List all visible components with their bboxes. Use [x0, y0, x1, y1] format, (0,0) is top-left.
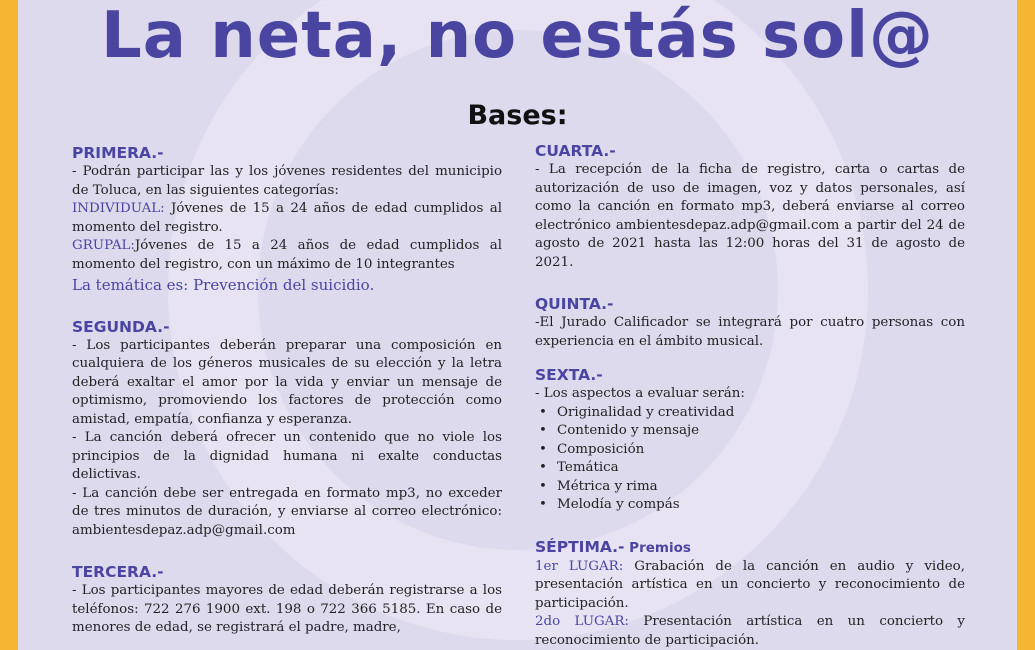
tercera-paragraph-1: - Los participantes mayores de edad deberán registrarse a los teléfonos: 722 276 1900 ext. 198 o 722 366 5185. En caso de menores de edad, se registrará el padre, madre, [72, 583, 502, 635]
second-prize-text: Presentación artística en un concierto y reconocimiento de participación. [535, 614, 965, 648]
spacer [535, 272, 965, 294]
cuarta-heading: CUARTA.- [535, 142, 616, 160]
primera-intro: - Podrán participar las y los jóvenes residentes del municipio de Toluca, en las siguientes categorías: [72, 164, 502, 198]
sexta-intro: - Los aspectos a evaluar serán: [535, 386, 745, 401]
primera-heading: PRIMERA.- [72, 144, 164, 162]
section-septima [535, 537, 965, 650]
septima-heading [535, 537, 965, 558]
sexta-list [535, 404, 965, 515]
primera-tematica: La temática es: Prevención del suicidio. [72, 276, 375, 294]
septima-first-prize [535, 558, 965, 614]
individual-label: INDIVIDUAL: [72, 201, 165, 216]
section-cuarta [535, 141, 965, 272]
primera-grupal [72, 237, 502, 274]
grupal-text: Jóvenes de 15 a 24 años de edad cumplidos al momento del registro, con un máximo de 10 integrantes [72, 238, 502, 272]
list-item: • Originalidad y creatividad [539, 404, 965, 423]
section-sexta [535, 365, 965, 515]
spacer [72, 540, 502, 562]
section-tercera [72, 562, 502, 638]
quinta-paragraph-1: -El Jurado Calificador se integrará por cuatro personas con experiencia en el ámbito musical. [535, 315, 965, 349]
grupal-label: GRUPAL: [72, 238, 135, 253]
bases-heading: Bases: [467, 100, 568, 131]
section-quinta [535, 294, 965, 351]
poster-title: La neta, no estás sol@ [100, 0, 935, 73]
septima-second-prize [535, 613, 965, 650]
cuarta-paragraph-1: - La recepción de la ficha de registro, carta o cartas de autorización de uso de imagen, voz y datos personales, así como la canción en formato mp3, deberá enviarse al correo electrónico ambientesdepaz.adp@gmail.com a partir del 24 de agosto de 2021 hasta las 12:00 horas del 31 de agosto de 2021. [535, 162, 965, 270]
primera-individual [72, 200, 502, 237]
second-prize-label: 2do LUGAR: [535, 614, 629, 629]
spacer [535, 351, 965, 365]
list-item: • Temática [539, 459, 965, 478]
individual-text: Jóvenes de 15 a 24 años de edad cumplidos al momento del registro. [72, 201, 502, 235]
first-prize-text: Grabación de la canción en audio y video, presentación artística en un concierto y reconocimiento de participación. [535, 558, 966, 611]
sexta-heading: SEXTA.- [535, 366, 603, 384]
first-prize-label: 1er LUGAR: [535, 558, 624, 574]
septima-heading-label: SÉPTIMA.- [535, 537, 625, 556]
list-item: • Contenido y mensaje [539, 422, 965, 441]
segunda-paragraph-2: - La canción deberá ofrecer un contenido que no viole los principios de la dignidad humana ni exalte conductas delictivas. [72, 430, 502, 482]
segunda-paragraph-3: - La canción debe ser entregada en formato mp3, no exceder de tres minutos de duración, y enviarse al correo electrónico: ambientesdepaz.adp@gmail.com [72, 485, 502, 538]
segunda-paragraph-1: - Los participantes deberán preparar una composición en cualquiera de los géneros musicales de su elección y la letra deberá exaltar el amor por la vida y enviar un mensaje de optimismo, promoviendo los factores de protección como amistad, empatía, confianza y esperanza. [72, 337, 502, 427]
list-item: • Métrica y rima [539, 478, 965, 497]
spacer [535, 515, 965, 537]
list-item: • Composición [539, 441, 965, 460]
list-item: • Melodía y compás [539, 496, 965, 515]
right-column [535, 141, 965, 650]
left-column [72, 143, 502, 638]
spacer [72, 295, 502, 317]
quinta-heading: QUINTA.- [535, 295, 614, 313]
tercera-heading: TERCERA.- [72, 563, 164, 581]
section-segunda [72, 317, 502, 541]
septima-subheading: Premios [624, 539, 691, 556]
section-primera [72, 143, 502, 295]
segunda-heading: SEGUNDA.- [72, 317, 170, 336]
